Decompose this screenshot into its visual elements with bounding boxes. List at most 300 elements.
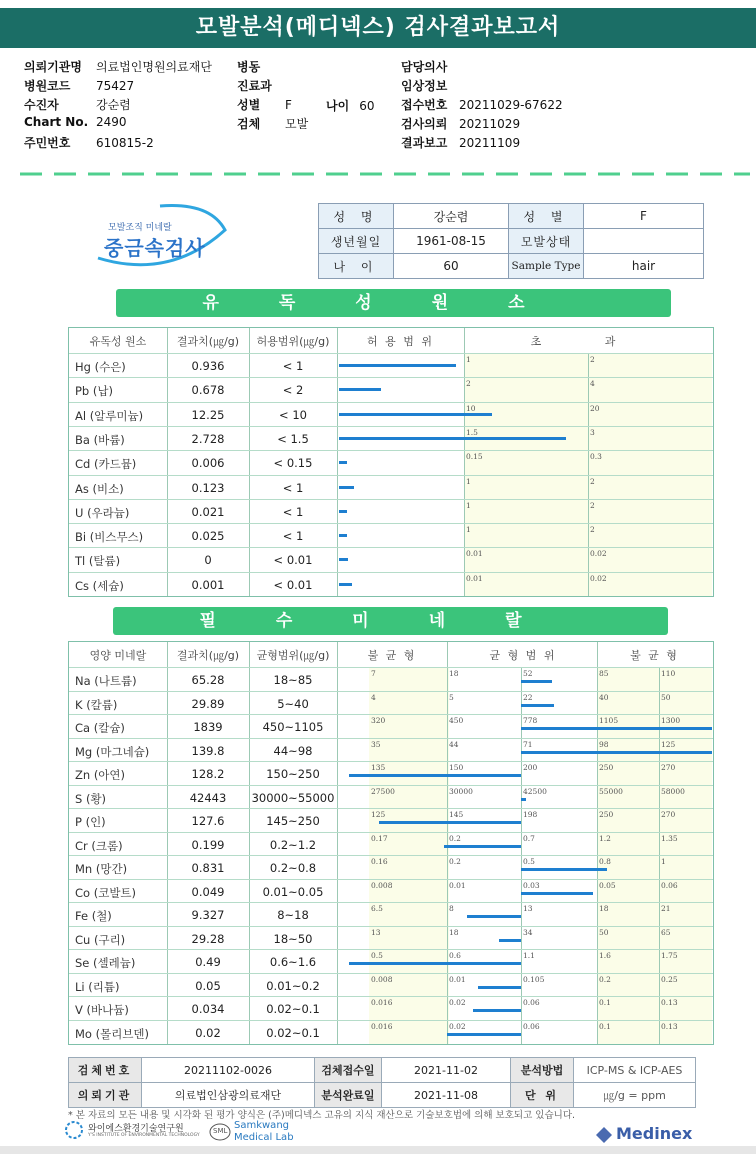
bottom-strip — [0, 1146, 756, 1154]
mineral-name: Ca (칼슘) — [75, 721, 125, 735]
tick-label: 35 — [371, 739, 381, 749]
header-field — [401, 96, 563, 113]
tick-label: 0.6 — [449, 951, 461, 960]
tick-label: 145 — [449, 810, 464, 819]
medinex-logo-icon — [594, 1126, 614, 1144]
report-title: 모발분석(메디넥스) 검사결과보고서 — [0, 8, 756, 48]
result-bar — [473, 1009, 521, 1012]
result-bar — [339, 510, 347, 513]
tick-label: 1.6 — [599, 951, 611, 960]
tick-label: 2 — [590, 500, 595, 510]
tick-label: 71 — [523, 739, 533, 749]
tick-label: 0.01 — [466, 549, 483, 559]
header-field-value: 모발 — [285, 117, 309, 131]
hair-label: 모발상태 — [509, 229, 584, 254]
tick-label: 8 — [449, 904, 454, 913]
tick-label: 0.2 — [599, 974, 611, 984]
header-field-label: 성별 — [237, 98, 261, 112]
tick-label: 18 — [449, 927, 459, 937]
result-value: 1839 — [193, 720, 223, 734]
result-value: 0.021 — [191, 504, 225, 519]
allowed-range: < 1 — [282, 529, 304, 544]
header-field — [401, 77, 459, 94]
mineral-name: Li (리튬) — [75, 979, 120, 994]
header-field — [24, 115, 127, 129]
mineral-row — [69, 832, 713, 858]
age-label-2: 나 이 — [319, 254, 394, 279]
tick-label: 0.06 — [661, 880, 678, 890]
tick-label: 42500 — [523, 786, 547, 796]
tick-label: 7 — [371, 669, 376, 678]
samkwang-logo-sub: Medical Lab — [234, 1132, 294, 1143]
samkwang-logo — [208, 1120, 308, 1146]
mineral-name: Mg (마그네슘) — [75, 744, 150, 759]
toxic-band — [116, 289, 671, 317]
balance-range: 0.01~0.2 — [266, 978, 320, 993]
balance-range: 18~85 — [273, 673, 313, 687]
result-value: 0.001 — [191, 577, 225, 592]
unit-label: 단 위 — [511, 1083, 574, 1108]
result-value: 127.6 — [191, 814, 225, 828]
patient-dob: 1961-08-15 — [394, 229, 509, 254]
medinex-logo-text: Medinex — [616, 1124, 693, 1143]
allowed-range: < 0.01 — [273, 577, 313, 592]
result-value: 65.28 — [191, 673, 225, 687]
tick-label: 21 — [661, 904, 671, 913]
tick-label: 0.15 — [466, 452, 483, 462]
toxic-row — [69, 426, 713, 452]
mineral-band — [113, 607, 668, 635]
done-label: 분석완료일 — [315, 1083, 382, 1108]
header-field — [237, 115, 308, 132]
tick-label: 3 — [590, 427, 595, 437]
tick-label: 0.02 — [590, 549, 607, 559]
method-label: 분석방법 — [511, 1058, 574, 1083]
mineral-row — [69, 949, 713, 975]
mineral-row — [69, 785, 713, 811]
tick-label: 30000 — [449, 786, 473, 796]
tick-label: 85 — [599, 669, 609, 678]
tick-label: 22 — [523, 692, 533, 702]
result-bar — [339, 583, 352, 586]
tick-label: 0.05 — [599, 880, 616, 890]
result-value: 0.199 — [191, 837, 225, 852]
tick-label: 1 — [466, 500, 471, 510]
tick-label: 0.016 — [371, 1021, 393, 1031]
tick-label: 0.02 — [449, 1021, 466, 1031]
samkwang-logo-text: Samkwang — [234, 1120, 289, 1131]
tick-label: 0.1 — [599, 1021, 611, 1031]
mineral-table — [68, 641, 714, 1045]
balance-range: 150~250 — [266, 767, 320, 781]
tick-label: 125 — [371, 810, 386, 819]
allowed-range: < 10 — [279, 407, 307, 422]
mineral-name: Fe (철) — [75, 909, 112, 923]
header-field-label: 검사의뢰 — [401, 117, 448, 131]
tick-label: 1105 — [599, 716, 619, 725]
header-field-label: 진료과 — [237, 79, 272, 93]
tick-label: 50 — [661, 692, 671, 702]
mineral-row — [69, 714, 713, 740]
mineral-row — [69, 855, 713, 881]
patient-name: 강순렴 — [394, 204, 509, 229]
allowed-range: < 1 — [282, 359, 304, 373]
result-bar — [521, 868, 607, 871]
allowed-range: < 2 — [282, 383, 304, 398]
result-value: 128.2 — [191, 767, 225, 781]
tick-label: 0.03 — [523, 880, 540, 890]
result-value: 12.25 — [191, 407, 225, 422]
tick-label: 250 — [599, 810, 614, 819]
element-name: Tl (탈륨) — [75, 554, 121, 569]
mineral-name: V (바나듐) — [75, 1003, 129, 1017]
dob-label: 생년월일 — [319, 229, 394, 254]
min-hdr-mid: 균 형 범 위 — [489, 649, 557, 662]
min-hdr-range: 균형범위(㎍/g) — [256, 649, 330, 662]
header-field-value: 610815-2 — [96, 136, 154, 150]
balance-range: 0.2~1.2 — [269, 837, 317, 852]
header-field — [24, 134, 154, 151]
tick-label: 65 — [661, 927, 671, 937]
tick-label: 200 — [523, 763, 538, 772]
mineral-name: Se (셀레늄) — [75, 956, 136, 970]
allowed-range: < 1 — [282, 480, 304, 495]
header-field — [24, 96, 131, 113]
mineral-name: Cr (크롬) — [75, 838, 123, 853]
footer-table — [68, 1057, 696, 1108]
tick-label: 450 — [449, 716, 464, 725]
mineral-name: Mo (몰리브덴) — [75, 1026, 150, 1041]
tick-label: 58000 — [661, 786, 685, 796]
patient-sex: F — [584, 204, 704, 229]
tick-label: 0.06 — [523, 1021, 540, 1031]
mineral-name: S (황) — [75, 791, 107, 806]
header-field — [237, 77, 285, 94]
tick-label: 0.02 — [590, 573, 607, 583]
element-name: Cs (세슘) — [75, 578, 124, 593]
result-bar — [339, 437, 566, 440]
tick-label: 1300 — [661, 716, 681, 725]
element-name: Al (알루미늄) — [75, 408, 144, 423]
result-value: 0 — [204, 553, 212, 568]
header-field-label: 의뢰기관명 — [24, 60, 82, 74]
header-field-label: 검체 — [237, 117, 261, 131]
tick-label: 44 — [449, 739, 459, 749]
mineral-row — [69, 902, 713, 928]
tick-label: 125 — [661, 739, 676, 749]
medinex-logo — [594, 1124, 714, 1146]
header-field — [24, 58, 212, 75]
tick-label: 778 — [523, 716, 538, 725]
tick-label: 0.7 — [523, 833, 535, 843]
result-bar — [339, 534, 347, 537]
ys-logo-text: 와이에스환경기술연구원 — [88, 1124, 184, 1134]
result-bar — [447, 1033, 521, 1036]
result-bar — [521, 798, 526, 801]
tick-label: 0.01 — [466, 573, 483, 583]
mineral-name: K (칼륨) — [75, 697, 118, 712]
result-bar — [339, 413, 492, 416]
tick-label: 0.13 — [661, 1021, 678, 1031]
tick-label: 250 — [599, 763, 614, 772]
tick-label: 2 — [590, 476, 595, 486]
toxic-hdr-range: 허용범위(㎍/g) — [256, 335, 330, 348]
result-bar — [444, 845, 521, 848]
mineral-name: Zn (아연) — [75, 768, 126, 782]
tick-label: 1.75 — [661, 951, 678, 960]
header-field-value: 20211109 — [459, 136, 521, 150]
tick-label: 1.1 — [523, 951, 535, 960]
tick-label: 4 — [590, 379, 595, 389]
toxic-row — [69, 499, 713, 525]
balance-range: 8~18 — [277, 908, 309, 922]
age-value: 60 — [359, 99, 375, 113]
tick-label: 1 — [661, 857, 666, 866]
header-field-value: 20211029-67622 — [459, 98, 563, 112]
header-field-value: 2490 — [96, 115, 127, 129]
sex-label: 성 별 — [509, 204, 584, 229]
mineral-name: P (인) — [75, 815, 106, 829]
ys-logo-sub: Y'S INSTITUTE OF ENVIRONMENTAL TECHNOLOGY — [88, 1133, 200, 1138]
header-field-value: 75427 — [96, 79, 135, 93]
header-field-value: 의료법인명원의료재단 — [96, 60, 212, 74]
result-value: 0.678 — [191, 383, 225, 398]
allowed-range: < 1.5 — [277, 431, 309, 446]
header-field — [24, 77, 134, 94]
toxic-row — [69, 377, 713, 403]
inst: 의료법인삼광의료재단 — [142, 1083, 315, 1108]
toxic-row — [69, 523, 713, 549]
balance-range: 0.01~0.05 — [262, 884, 324, 899]
result-value: 42443 — [189, 790, 227, 805]
recv-date: 2021-11-02 — [382, 1058, 511, 1083]
method: ICP-MS & ICP-AES — [574, 1058, 696, 1083]
tick-label: 13 — [371, 927, 381, 937]
result-value: 0.025 — [191, 529, 225, 544]
tick-label: 0.25 — [661, 974, 678, 984]
header-field — [401, 134, 520, 151]
result-bar — [339, 364, 456, 367]
inst-label: 의뢰기관 — [69, 1083, 142, 1108]
tick-label: 0.008 — [371, 880, 393, 890]
result-value: 0.49 — [195, 955, 221, 969]
test-logo — [96, 198, 236, 278]
tick-label: 0.06 — [523, 998, 540, 1007]
toxic-hdr-allow: 허 용 범 위 — [367, 335, 434, 348]
test-no: 20211102-0026 — [142, 1058, 315, 1083]
balance-range: 18~50 — [273, 931, 313, 946]
result-bar — [339, 558, 348, 561]
tick-label: 98 — [599, 739, 609, 749]
toxic-row — [69, 547, 713, 573]
logo-title: 중금속검사 — [104, 236, 206, 260]
header-field-label: 접수번호 — [401, 98, 448, 112]
tick-label: 4 — [371, 692, 376, 702]
result-bar — [499, 939, 521, 942]
tick-label: 0.8 — [599, 857, 611, 866]
result-bar — [379, 821, 521, 824]
toxic-band-label: 유독성원소 — [202, 293, 585, 313]
tick-label: 0.02 — [449, 998, 466, 1007]
tick-label: 34 — [523, 927, 533, 937]
header-field-label: 주민번호 — [24, 136, 71, 150]
result-bar — [521, 751, 712, 754]
header-field-label: 임상정보 — [401, 79, 448, 93]
tick-label: 320 — [371, 716, 386, 725]
toxic-hdr-result: 결과치(㎍/g) — [176, 335, 240, 348]
result-value: 0.02 — [195, 1025, 221, 1040]
result-bar — [521, 704, 554, 707]
header-field-value: F — [285, 98, 292, 112]
ys-logo-icon — [64, 1120, 84, 1140]
result-value: 2.728 — [191, 431, 225, 446]
result-value: 139.8 — [191, 743, 225, 758]
mineral-row — [69, 738, 713, 764]
result-bar — [339, 461, 347, 464]
result-value: 29.28 — [191, 931, 225, 946]
element-name: Pb (납) — [75, 384, 113, 399]
toxic-row — [69, 450, 713, 476]
copyright-note: * 본 자료의 모든 내용 및 시각화 된 평가 양식은 (주)메디넥스 고유의 지식 재산으로 기술보호법에 의해 보호되고 있습니다. — [68, 1110, 576, 1121]
result-value: 0.034 — [191, 1002, 225, 1016]
element-name: Ba (바륨) — [75, 432, 125, 447]
mineral-name: Cu (구리) — [75, 932, 126, 947]
tick-label: 270 — [661, 810, 676, 819]
logo-subtitle: 모발조직 미네랄 — [108, 223, 172, 233]
balance-range: 0.02~0.1 — [266, 1002, 320, 1016]
test-no-label: 검체번호 — [69, 1058, 142, 1083]
tick-label: 5 — [449, 692, 454, 702]
tick-label: 0.016 — [371, 998, 393, 1007]
tick-label: 1 — [466, 525, 471, 535]
element-name: Hg (수은) — [75, 360, 126, 374]
result-value: 0.006 — [191, 456, 225, 471]
result-value: 0.936 — [191, 359, 225, 373]
toxic-row — [69, 353, 713, 379]
toxic-row — [69, 475, 713, 501]
tick-label: 0.2 — [449, 833, 461, 843]
tick-label: 27500 — [371, 786, 395, 796]
tick-label: 0.16 — [371, 857, 388, 866]
header-field-value: 20211029 — [459, 117, 521, 131]
tick-label: 10 — [466, 403, 476, 413]
element-name: As (비소) — [75, 481, 124, 496]
min-hdr-result: 결과치(㎍/g) — [176, 649, 240, 662]
tick-label: 18 — [449, 669, 459, 678]
result-value: 0.05 — [195, 978, 221, 993]
toxic-row — [69, 402, 713, 428]
tick-label: 270 — [661, 763, 676, 772]
tick-label: 0.17 — [371, 833, 388, 843]
tick-label: 2 — [590, 525, 595, 535]
tick-label: 0.2 — [449, 857, 461, 866]
allowed-range: < 0.01 — [273, 553, 313, 568]
tick-label: 110 — [661, 669, 676, 678]
result-value: 29.89 — [191, 696, 225, 711]
balance-range: 30000~55000 — [251, 790, 335, 805]
result-value: 0.123 — [191, 480, 225, 495]
mineral-row — [69, 973, 713, 999]
age-label: 나이 — [326, 99, 350, 113]
allowed-range: < 0.15 — [273, 456, 313, 471]
patient-info-table — [318, 203, 704, 279]
result-bar — [521, 680, 552, 683]
mineral-name: Co (코발트) — [75, 885, 137, 900]
element-name: Bi (비스무스) — [75, 530, 144, 545]
tick-label: 13 — [523, 904, 533, 913]
recv-label: 검체접수일 — [315, 1058, 382, 1083]
toxic-hdr-name: 유독성 원소 — [89, 335, 147, 348]
tick-label: 1.5 — [466, 427, 478, 437]
header-field-label: 수진자 — [24, 98, 59, 112]
tick-label: 1.35 — [661, 833, 678, 843]
mineral-row — [69, 879, 713, 905]
tick-label: 2 — [590, 355, 595, 364]
balance-range: 5~40 — [277, 696, 309, 711]
tick-label: 6.5 — [371, 904, 383, 913]
balance-range: 0.6~1.6 — [269, 955, 317, 969]
element-name: U (우라늄) — [75, 505, 130, 520]
result-bar — [521, 892, 593, 895]
tick-label: 20 — [590, 403, 600, 413]
tick-label: 0.01 — [449, 880, 466, 890]
header-field — [237, 96, 292, 113]
result-bar — [521, 727, 712, 730]
patient-age: 60 — [394, 254, 509, 279]
toxic-row — [69, 572, 713, 598]
result-value: 9.327 — [191, 908, 225, 922]
header-field — [237, 58, 285, 75]
min-hdr-high: 불 균 형 — [630, 649, 679, 662]
tick-label: 1 — [466, 355, 471, 364]
tick-label: 0.105 — [523, 974, 545, 984]
patient-sample: hair — [584, 254, 704, 279]
tick-label: 52 — [523, 669, 533, 678]
sample-label: Sample Type — [509, 254, 584, 279]
tick-label: 40 — [599, 692, 609, 702]
header-field-label: Chart No. — [24, 115, 89, 129]
tick-label: 150 — [449, 763, 464, 772]
min-hdr-name: 영양 미네랄 — [89, 649, 147, 662]
header-field — [401, 58, 459, 75]
tick-label: 2 — [466, 379, 471, 389]
result-value: 0.049 — [191, 884, 225, 899]
balance-range: 0.02~0.1 — [266, 1025, 320, 1040]
tick-label: 1 — [466, 476, 471, 486]
dashed-separator — [20, 172, 750, 176]
mineral-row — [69, 926, 713, 952]
result-bar — [339, 486, 354, 489]
mineral-row — [69, 667, 713, 693]
mineral-row — [69, 808, 713, 834]
tick-label: 0.01 — [449, 974, 466, 984]
ys-logo — [64, 1120, 200, 1142]
result-bar — [478, 986, 521, 989]
mineral-row — [69, 996, 713, 1022]
balance-range: 450~1105 — [262, 720, 324, 734]
header-field-label: 병원코드 — [24, 79, 71, 93]
done-date: 2021-11-08 — [382, 1083, 511, 1108]
samkwang-logo-mark: SML — [213, 1127, 228, 1135]
min-hdr-low: 불 균 형 — [367, 649, 417, 662]
tick-label: 0.5 — [371, 951, 383, 960]
tick-label: 0.3 — [590, 452, 602, 462]
tick-label: 1.2 — [599, 833, 611, 843]
result-bar — [467, 915, 521, 918]
mineral-row — [69, 691, 713, 717]
age-field — [326, 97, 374, 114]
name-label: 성 명 — [319, 204, 394, 229]
